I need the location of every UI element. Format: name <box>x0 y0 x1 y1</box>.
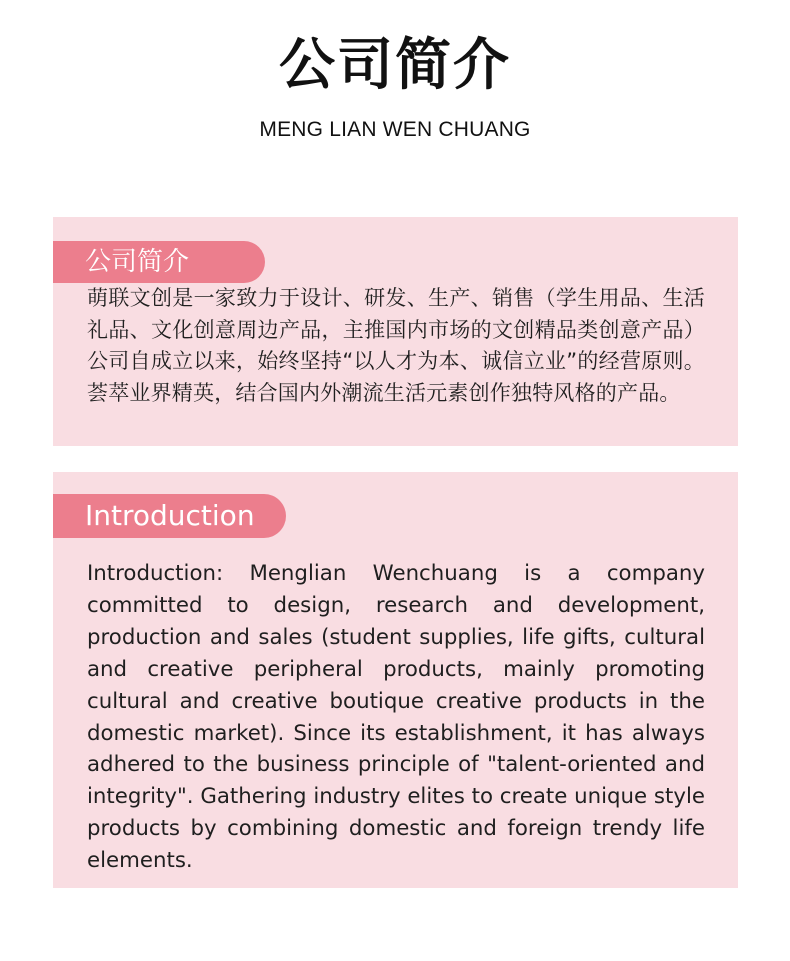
company-intro-card-chinese <box>53 217 738 446</box>
company-intro-card-english <box>53 472 738 888</box>
company-intro-text-chinese: 萌联文创是一家致力于设计、研发、生产、销售（学生用品、生活礼品、文化创意周边产品，主推国内市场的文创精品类创意产品）公司自成立以来，始终坚持“以人才为本、诚信立业”的经营原则。荟萃业界精英，结合国内外潮流生活元素创作独特风格的产品。 <box>87 286 705 406</box>
section-tab-chinese: 公司简介 <box>53 241 265 283</box>
page-subtitle: MENG LIAN WEN CHUANG <box>259 118 531 141</box>
section-tab-english: Introduction <box>53 494 286 538</box>
company-intro-text-english: Introduction: Menglian Wenchuang is a company committed to design, research and development, production and sales (student supplies, life gifts, cultural and creative peripheral products, mainly promoting cultural and creative boutique creative products in the domestic market). Since its establishment, it has always adhered to the business principle of "talent-oriented and integrity". Gathering industry elites to create unique style products by combining domestic and foreign trendy life elements. <box>87 561 705 874</box>
page-title: 公司简介 <box>279 33 511 98</box>
